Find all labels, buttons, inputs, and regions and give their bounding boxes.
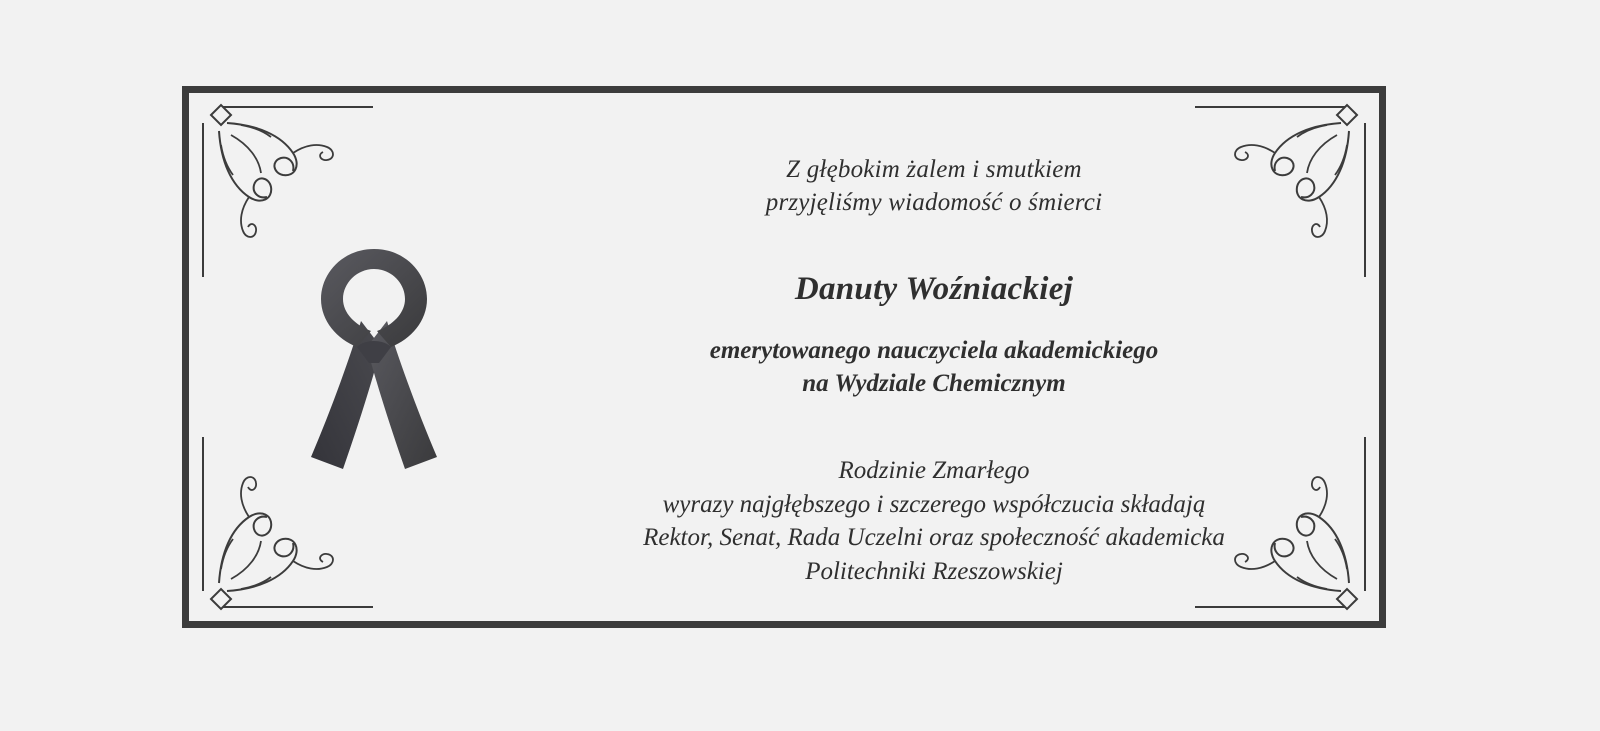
- closing-line-4: Politechniki Rzeszowskiej: [805, 557, 1063, 585]
- role-line-1: emerytowanego nauczyciela akademickiego: [709, 337, 1159, 364]
- notice-text-block: [519, 153, 1349, 588]
- condolence-paragraph: [519, 454, 1349, 588]
- deceased-name: Danuty Woźniackiej: [794, 271, 1074, 307]
- role-line-2: na Wydziale Chemicznym: [802, 370, 1066, 397]
- deceased-role: [519, 334, 1349, 400]
- lead-line-2: przyjęliśmy wiadomość o śmierci: [765, 189, 1103, 216]
- notice-content: [189, 93, 1379, 621]
- closing-line-1: Rodzinie Zmarłego: [838, 457, 1030, 484]
- lead-line-1: Z głębokim żalem i smutkiem: [786, 156, 1082, 183]
- closing-line-2: wyrazy najgłębszego i szczerego współczucia składają: [662, 490, 1206, 518]
- frame-inner: [189, 93, 1379, 621]
- lead-paragraph: [519, 153, 1349, 219]
- closing-line-3: Rektor, Senat, Rada Uczelni oraz społeczność akademicka: [643, 524, 1225, 551]
- mourning-frame: [182, 86, 1386, 628]
- black-mourning-ribbon-icon: [299, 243, 449, 473]
